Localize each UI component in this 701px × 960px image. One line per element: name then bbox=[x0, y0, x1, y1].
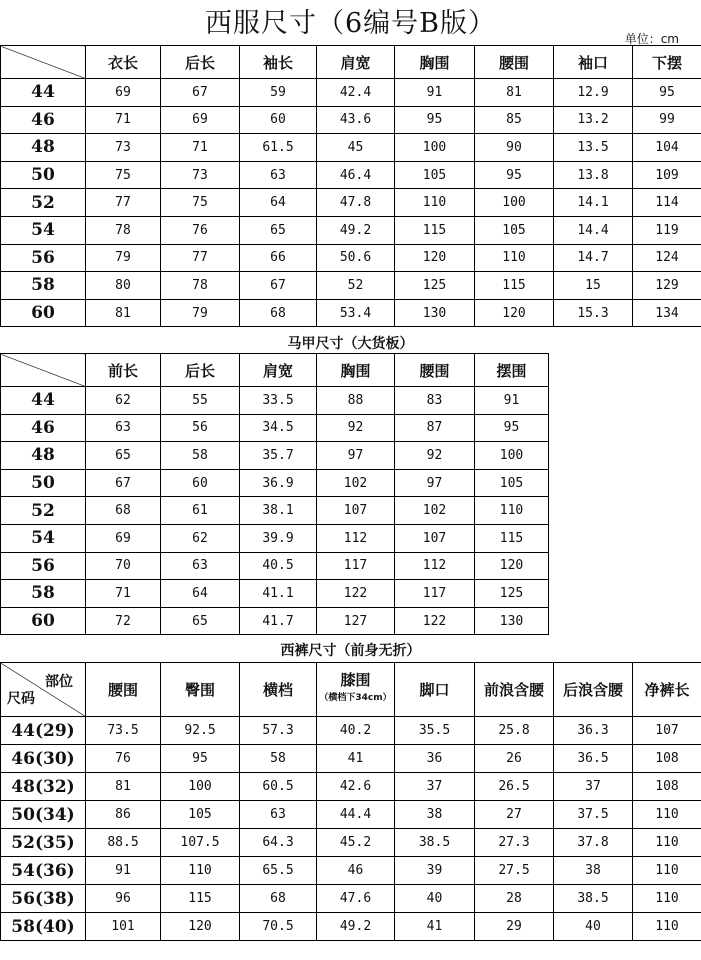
suit-size-label: 52 bbox=[1, 189, 86, 217]
pants-value-cell: 26 bbox=[475, 745, 554, 773]
pants-size-label: 50(34) bbox=[1, 801, 86, 829]
suit-size-table bbox=[0, 45, 701, 327]
suit-value-cell: 50.6 bbox=[317, 244, 395, 272]
suit-column-header: 胸围 bbox=[395, 46, 475, 79]
pants-table-row bbox=[1, 857, 701, 885]
vest-value-cell: 63 bbox=[86, 414, 161, 442]
pants-value-cell: 81 bbox=[86, 773, 161, 801]
vest-size-label: 54 bbox=[1, 524, 86, 552]
vest-value-cell: 40.5 bbox=[240, 552, 317, 580]
vest-size-label: 56 bbox=[1, 552, 86, 580]
suit-value-cell: 69 bbox=[86, 79, 161, 107]
suit-value-cell: 53.4 bbox=[317, 299, 395, 327]
vest-value-cell: 115 bbox=[475, 524, 549, 552]
vest-table-row bbox=[1, 414, 549, 442]
pants-table-row bbox=[1, 745, 701, 773]
suit-value-cell: 99 bbox=[633, 106, 701, 134]
pants-value-cell: 35.5 bbox=[395, 717, 475, 745]
suit-value-cell: 115 bbox=[475, 272, 554, 300]
pants-value-cell: 110 bbox=[633, 913, 701, 941]
pants-table-row bbox=[1, 801, 701, 829]
vest-value-cell: 87 bbox=[395, 414, 475, 442]
suit-value-cell: 65 bbox=[240, 216, 317, 244]
suit-value-cell: 85 bbox=[475, 106, 554, 134]
pants-value-cell: 45.2 bbox=[317, 829, 395, 857]
suit-table-row bbox=[1, 272, 701, 300]
pants-size-label: 44(29) bbox=[1, 717, 86, 745]
pants-corner-size-label: 尺码 bbox=[7, 691, 35, 707]
pants-value-cell: 25.8 bbox=[475, 717, 554, 745]
suit-value-cell: 79 bbox=[86, 244, 161, 272]
vest-size-table bbox=[0, 353, 549, 635]
vest-value-cell: 95 bbox=[475, 414, 549, 442]
unit-label: 单位：cm bbox=[624, 32, 679, 46]
suit-corner-cell bbox=[1, 46, 86, 79]
vest-size-label: 44 bbox=[1, 387, 86, 415]
pants-value-cell: 100 bbox=[161, 773, 240, 801]
suit-value-cell: 95 bbox=[395, 106, 475, 134]
pants-value-cell: 38.5 bbox=[554, 885, 633, 913]
suit-table-row bbox=[1, 189, 701, 217]
suit-value-cell: 49.2 bbox=[317, 216, 395, 244]
vest-value-cell: 112 bbox=[395, 552, 475, 580]
vest-header-row bbox=[1, 354, 549, 387]
suit-size-label: 50 bbox=[1, 161, 86, 189]
suit-value-cell: 95 bbox=[475, 161, 554, 189]
suit-value-cell: 130 bbox=[395, 299, 475, 327]
pants-value-cell: 95 bbox=[161, 745, 240, 773]
pants-size-label: 52(35) bbox=[1, 829, 86, 857]
suit-value-cell: 60 bbox=[240, 106, 317, 134]
vest-value-cell: 83 bbox=[395, 387, 475, 415]
pants-size-table bbox=[0, 662, 701, 941]
pants-value-cell: 40 bbox=[554, 913, 633, 941]
suit-value-cell: 114 bbox=[633, 189, 701, 217]
pants-value-cell: 58 bbox=[240, 745, 317, 773]
pants-value-cell: 46 bbox=[317, 857, 395, 885]
pants-value-cell: 37 bbox=[395, 773, 475, 801]
suit-value-cell: 15.3 bbox=[554, 299, 633, 327]
pants-column-header: 横档 bbox=[240, 663, 317, 717]
pants-value-cell: 73.5 bbox=[86, 717, 161, 745]
vest-value-cell: 97 bbox=[317, 442, 395, 470]
suit-size-label: 60 bbox=[1, 299, 86, 327]
vest-table-row bbox=[1, 607, 549, 635]
pants-value-cell: 41 bbox=[395, 913, 475, 941]
pants-value-cell: 120 bbox=[161, 913, 240, 941]
pants-value-cell: 27.3 bbox=[475, 829, 554, 857]
vest-value-cell: 72 bbox=[86, 607, 161, 635]
vest-value-cell: 97 bbox=[395, 469, 475, 497]
vest-value-cell: 130 bbox=[475, 607, 549, 635]
pants-column-header: 脚口 bbox=[395, 663, 475, 717]
suit-value-cell: 90 bbox=[475, 134, 554, 162]
vest-column-header: 胸围 bbox=[317, 354, 395, 387]
suit-column-header: 腰围 bbox=[475, 46, 554, 79]
suit-value-cell: 46.4 bbox=[317, 161, 395, 189]
pants-value-cell: 38.5 bbox=[395, 829, 475, 857]
suit-value-cell: 100 bbox=[475, 189, 554, 217]
suit-size-label: 56 bbox=[1, 244, 86, 272]
vest-value-cell: 92 bbox=[395, 442, 475, 470]
pants-value-cell: 37 bbox=[554, 773, 633, 801]
suit-value-cell: 75 bbox=[86, 161, 161, 189]
suit-value-cell: 68 bbox=[240, 299, 317, 327]
pants-value-cell: 49.2 bbox=[317, 913, 395, 941]
vest-value-cell: 38.1 bbox=[240, 497, 317, 525]
vest-value-cell: 35.7 bbox=[240, 442, 317, 470]
pants-value-cell: 63 bbox=[240, 801, 317, 829]
vest-size-label: 52 bbox=[1, 497, 86, 525]
pants-column-header: 前浪含腰 bbox=[475, 663, 554, 717]
suit-value-cell: 77 bbox=[161, 244, 240, 272]
suit-value-cell: 134 bbox=[633, 299, 701, 327]
vest-table-row bbox=[1, 524, 549, 552]
vest-value-cell: 91 bbox=[475, 387, 549, 415]
vest-value-cell: 34.5 bbox=[240, 414, 317, 442]
suit-value-cell: 73 bbox=[161, 161, 240, 189]
pants-size-label: 58(40) bbox=[1, 913, 86, 941]
vest-value-cell: 120 bbox=[475, 552, 549, 580]
suit-value-cell: 78 bbox=[161, 272, 240, 300]
pants-table-row bbox=[1, 885, 701, 913]
vest-size-label: 60 bbox=[1, 607, 86, 635]
vest-column-header: 腰围 bbox=[395, 354, 475, 387]
vest-size-label: 48 bbox=[1, 442, 86, 470]
suit-column-header: 下摆 bbox=[633, 46, 701, 79]
pants-value-cell: 105 bbox=[161, 801, 240, 829]
suit-table-row bbox=[1, 244, 701, 272]
suit-value-cell: 95 bbox=[633, 79, 701, 107]
pants-value-cell: 110 bbox=[633, 801, 701, 829]
suit-value-cell: 104 bbox=[633, 134, 701, 162]
vest-value-cell: 61 bbox=[161, 497, 240, 525]
pants-table-row bbox=[1, 913, 701, 941]
vest-value-cell: 88 bbox=[317, 387, 395, 415]
suit-size-label: 58 bbox=[1, 272, 86, 300]
pants-value-cell: 37.5 bbox=[554, 801, 633, 829]
suit-value-cell: 105 bbox=[395, 161, 475, 189]
pants-value-cell: 40 bbox=[395, 885, 475, 913]
suit-column-header: 肩宽 bbox=[317, 46, 395, 79]
suit-value-cell: 75 bbox=[161, 189, 240, 217]
suit-value-cell: 52 bbox=[317, 272, 395, 300]
vest-column-header: 前长 bbox=[86, 354, 161, 387]
vest-value-cell: 60 bbox=[161, 469, 240, 497]
vest-value-cell: 107 bbox=[317, 497, 395, 525]
vest-size-label: 46 bbox=[1, 414, 86, 442]
vest-value-cell: 112 bbox=[317, 524, 395, 552]
vest-table-row bbox=[1, 442, 549, 470]
vest-column-header: 摆围 bbox=[475, 354, 549, 387]
suit-value-cell: 105 bbox=[475, 216, 554, 244]
vest-value-cell: 100 bbox=[475, 442, 549, 470]
pants-value-cell: 68 bbox=[240, 885, 317, 913]
pants-value-cell: 27.5 bbox=[475, 857, 554, 885]
pants-corner-part-label: 部位 bbox=[45, 674, 73, 690]
suit-value-cell: 81 bbox=[86, 299, 161, 327]
pants-value-cell: 101 bbox=[86, 913, 161, 941]
vest-value-cell: 63 bbox=[161, 552, 240, 580]
pants-value-cell: 108 bbox=[633, 773, 701, 801]
vest-value-cell: 110 bbox=[475, 497, 549, 525]
vest-value-cell: 39.9 bbox=[240, 524, 317, 552]
pants-value-cell: 65.5 bbox=[240, 857, 317, 885]
suit-table-row bbox=[1, 216, 701, 244]
pants-value-cell: 91 bbox=[86, 857, 161, 885]
suit-value-cell: 67 bbox=[161, 79, 240, 107]
pants-corner-cell bbox=[1, 663, 86, 717]
vest-value-cell: 69 bbox=[86, 524, 161, 552]
suit-value-cell: 12.9 bbox=[554, 79, 633, 107]
pants-value-cell: 107 bbox=[633, 717, 701, 745]
vest-value-cell: 122 bbox=[317, 580, 395, 608]
vest-corner-cell bbox=[1, 354, 86, 387]
suit-value-cell: 61.5 bbox=[240, 134, 317, 162]
pants-header-row bbox=[1, 663, 701, 717]
suit-size-label: 48 bbox=[1, 134, 86, 162]
page-title: 西服尺寸（6编号B版） bbox=[204, 8, 497, 39]
knee-header-label: 膝围 bbox=[340, 671, 371, 689]
vest-value-cell: 102 bbox=[395, 497, 475, 525]
pants-table-title: 西裤尺寸（前身无折） bbox=[280, 643, 421, 659]
pants-value-cell: 110 bbox=[633, 857, 701, 885]
suit-value-cell: 43.6 bbox=[317, 106, 395, 134]
suit-column-header: 袖口 bbox=[554, 46, 633, 79]
suit-table-row bbox=[1, 134, 701, 162]
pants-value-cell: 44.4 bbox=[317, 801, 395, 829]
vest-value-cell: 68 bbox=[86, 497, 161, 525]
suit-value-cell: 110 bbox=[475, 244, 554, 272]
pants-value-cell: 76 bbox=[86, 745, 161, 773]
pants-value-cell: 86 bbox=[86, 801, 161, 829]
vest-value-cell: 41.1 bbox=[240, 580, 317, 608]
vest-value-cell: 65 bbox=[86, 442, 161, 470]
suit-value-cell: 110 bbox=[395, 189, 475, 217]
vest-value-cell: 125 bbox=[475, 580, 549, 608]
suit-value-cell: 14.7 bbox=[554, 244, 633, 272]
suit-value-cell: 119 bbox=[633, 216, 701, 244]
pants-value-cell: 107.5 bbox=[161, 829, 240, 857]
suit-value-cell: 76 bbox=[161, 216, 240, 244]
pants-value-cell: 42.6 bbox=[317, 773, 395, 801]
pants-value-cell: 92.5 bbox=[161, 717, 240, 745]
suit-column-header: 衣长 bbox=[86, 46, 161, 79]
suit-value-cell: 80 bbox=[86, 272, 161, 300]
pants-value-cell: 37.8 bbox=[554, 829, 633, 857]
suit-value-cell: 47.8 bbox=[317, 189, 395, 217]
vest-value-cell: 64 bbox=[161, 580, 240, 608]
pants-value-cell: 60.5 bbox=[240, 773, 317, 801]
pants-value-cell: 29 bbox=[475, 913, 554, 941]
vest-value-cell: 70 bbox=[86, 552, 161, 580]
pants-value-cell: 36.5 bbox=[554, 745, 633, 773]
pants-value-cell: 96 bbox=[86, 885, 161, 913]
suit-value-cell: 77 bbox=[86, 189, 161, 217]
suit-value-cell: 66 bbox=[240, 244, 317, 272]
vest-value-cell: 36.9 bbox=[240, 469, 317, 497]
suit-value-cell: 81 bbox=[475, 79, 554, 107]
pants-value-cell: 26.5 bbox=[475, 773, 554, 801]
vest-value-cell: 56 bbox=[161, 414, 240, 442]
pants-value-cell: 64.3 bbox=[240, 829, 317, 857]
pants-value-cell: 88.5 bbox=[86, 829, 161, 857]
pants-column-header: 腰围 bbox=[86, 663, 161, 717]
pants-size-label: 48(32) bbox=[1, 773, 86, 801]
vest-size-label: 58 bbox=[1, 580, 86, 608]
vest-value-cell: 92 bbox=[317, 414, 395, 442]
pants-value-cell: 27 bbox=[475, 801, 554, 829]
vest-value-cell: 33.5 bbox=[240, 387, 317, 415]
vest-table-row bbox=[1, 497, 549, 525]
pants-table-row bbox=[1, 829, 701, 857]
vest-column-header: 肩宽 bbox=[240, 354, 317, 387]
suit-value-cell: 100 bbox=[395, 134, 475, 162]
vest-value-cell: 65 bbox=[161, 607, 240, 635]
suit-value-cell: 71 bbox=[161, 134, 240, 162]
suit-value-cell: 64 bbox=[240, 189, 317, 217]
suit-value-cell: 15 bbox=[554, 272, 633, 300]
vest-value-cell: 117 bbox=[395, 580, 475, 608]
suit-value-cell: 78 bbox=[86, 216, 161, 244]
vest-table-row bbox=[1, 469, 549, 497]
pants-value-cell: 36.3 bbox=[554, 717, 633, 745]
suit-size-label: 54 bbox=[1, 216, 86, 244]
vest-value-cell: 127 bbox=[317, 607, 395, 635]
pants-column-header bbox=[317, 663, 395, 717]
vest-table-row bbox=[1, 387, 549, 415]
pants-value-cell: 41 bbox=[317, 745, 395, 773]
suit-column-header: 后长 bbox=[161, 46, 240, 79]
pants-value-cell: 110 bbox=[633, 829, 701, 857]
suit-value-cell: 13.2 bbox=[554, 106, 633, 134]
vest-table-row bbox=[1, 580, 549, 608]
suit-value-cell: 73 bbox=[86, 134, 161, 162]
suit-value-cell: 67 bbox=[240, 272, 317, 300]
vest-table-title: 马甲尺寸（大货板） bbox=[287, 336, 414, 352]
pants-value-cell: 47.6 bbox=[317, 885, 395, 913]
vest-value-cell: 58 bbox=[161, 442, 240, 470]
pants-value-cell: 28 bbox=[475, 885, 554, 913]
pants-table-row bbox=[1, 773, 701, 801]
suit-value-cell: 14.1 bbox=[554, 189, 633, 217]
suit-size-label: 46 bbox=[1, 106, 86, 134]
pants-size-label: 56(38) bbox=[1, 885, 86, 913]
suit-header-row bbox=[1, 46, 701, 79]
knee-header-note: （横档下34cm） bbox=[319, 693, 392, 703]
suit-table-row bbox=[1, 161, 701, 189]
pants-column-header: 臀围 bbox=[161, 663, 240, 717]
pants-value-cell: 39 bbox=[395, 857, 475, 885]
vest-value-cell: 107 bbox=[395, 524, 475, 552]
vest-value-cell: 67 bbox=[86, 469, 161, 497]
vest-value-cell: 102 bbox=[317, 469, 395, 497]
vest-value-cell: 62 bbox=[161, 524, 240, 552]
pants-column-header: 净裤长 bbox=[633, 663, 701, 717]
suit-table-row bbox=[1, 299, 701, 327]
suit-value-cell: 79 bbox=[161, 299, 240, 327]
suit-value-cell: 45 bbox=[317, 134, 395, 162]
suit-value-cell: 42.4 bbox=[317, 79, 395, 107]
pants-value-cell: 70.5 bbox=[240, 913, 317, 941]
pants-size-label: 46(30) bbox=[1, 745, 86, 773]
suit-value-cell: 125 bbox=[395, 272, 475, 300]
pants-size-label: 54(36) bbox=[1, 857, 86, 885]
suit-value-cell: 14.4 bbox=[554, 216, 633, 244]
vest-column-header: 后长 bbox=[161, 354, 240, 387]
vest-value-cell: 62 bbox=[86, 387, 161, 415]
suit-value-cell: 115 bbox=[395, 216, 475, 244]
pants-table-row bbox=[1, 717, 701, 745]
suit-value-cell: 109 bbox=[633, 161, 701, 189]
pants-value-cell: 40.2 bbox=[317, 717, 395, 745]
pants-value-cell: 115 bbox=[161, 885, 240, 913]
pants-value-cell: 38 bbox=[395, 801, 475, 829]
pants-value-cell: 38 bbox=[554, 857, 633, 885]
suit-value-cell: 63 bbox=[240, 161, 317, 189]
vest-table-row bbox=[1, 552, 549, 580]
vest-value-cell: 41.7 bbox=[240, 607, 317, 635]
suit-value-cell: 59 bbox=[240, 79, 317, 107]
vest-value-cell: 71 bbox=[86, 580, 161, 608]
pants-value-cell: 110 bbox=[161, 857, 240, 885]
suit-value-cell: 91 bbox=[395, 79, 475, 107]
vest-value-cell: 117 bbox=[317, 552, 395, 580]
suit-column-header: 袖长 bbox=[240, 46, 317, 79]
suit-value-cell: 13.8 bbox=[554, 161, 633, 189]
suit-value-cell: 13.5 bbox=[554, 134, 633, 162]
pants-value-cell: 110 bbox=[633, 885, 701, 913]
pants-column-header: 后浪含腰 bbox=[554, 663, 633, 717]
pants-value-cell: 57.3 bbox=[240, 717, 317, 745]
suit-value-cell: 69 bbox=[161, 106, 240, 134]
suit-table-row bbox=[1, 79, 701, 107]
pants-value-cell: 36 bbox=[395, 745, 475, 773]
suit-value-cell: 71 bbox=[86, 106, 161, 134]
vest-value-cell: 105 bbox=[475, 469, 549, 497]
suit-value-cell: 120 bbox=[395, 244, 475, 272]
pants-value-cell: 108 bbox=[633, 745, 701, 773]
suit-table-row bbox=[1, 106, 701, 134]
suit-value-cell: 124 bbox=[633, 244, 701, 272]
vest-size-label: 50 bbox=[1, 469, 86, 497]
vest-value-cell: 122 bbox=[395, 607, 475, 635]
vest-value-cell: 55 bbox=[161, 387, 240, 415]
suit-value-cell: 120 bbox=[475, 299, 554, 327]
suit-value-cell: 129 bbox=[633, 272, 701, 300]
suit-size-label: 44 bbox=[1, 79, 86, 107]
